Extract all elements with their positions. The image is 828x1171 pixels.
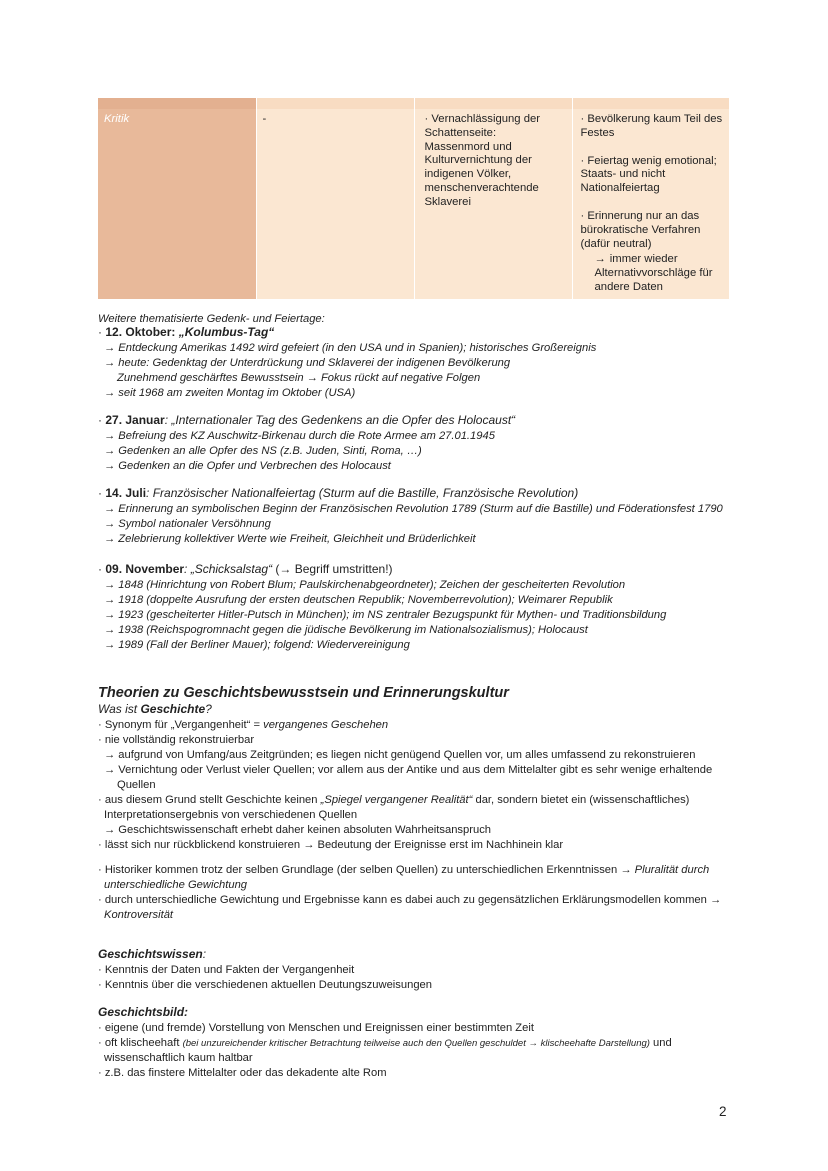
section-heading-theorien: Theorien zu Geschichtsbewusstsein und Erinnerungskultur: [98, 685, 509, 701]
heading-colon: :: [202, 947, 207, 961]
detail-line: → 1938 (Reichspogromnacht gegen die jüdische Bevölkerung im Nationalsozialismus); Holocaust: [104, 623, 588, 636]
detail-line: → 1989 (Fall der Berliner Mauer); folgend: Wiedervereinigung: [104, 638, 410, 651]
bullet: ·: [98, 325, 102, 339]
section-november: [98, 562, 666, 653]
detail-line: → Entdeckung Amerikas 1492 wird gefeiert (in den USA und in Spanien); historisches Großereignis: [104, 341, 597, 354]
text-line: · nie vollständig rekonstruierbar: [98, 734, 255, 746]
date-label: 09. November: [105, 562, 185, 576]
text-italic: „Spiegel vergangener Realität“: [320, 794, 473, 806]
wissen-list: [98, 963, 432, 993]
day-title: : „Schicksalstag“: [184, 562, 273, 576]
table-cell-col2: · Vernachlässigung der Schattenseite: Massenmord und Kulturvernichtung der indigenen Völker, menschenverachtende Sklaverei: [414, 109, 572, 299]
col3-point: · Erinnerung nur an das bürokratische Verfahren (dafür neutral): [580, 209, 701, 250]
row-label: Kritik: [98, 109, 256, 299]
detail-line: → 1923 (gescheiterter Hitler-Putsch in München); im NS zentraler Bezugspunkt für Mythen- und Traditionsbildung: [104, 608, 667, 621]
text-line: Interpretationsergebnis von verschiedenen Quellen: [104, 809, 358, 821]
col3-subpoint-text: immer wieder Alternativvorschläge für andere Daten: [594, 253, 713, 293]
detail-line: → 1848 (Hinrichtung von Robert Blum; Paulskirchenabgeordneter); Zeichen der gescheiterten Revolution: [104, 578, 626, 591]
table-cell-col1: -: [256, 109, 414, 299]
list-item: · eigene (und fremde) Vorstellung von Menschen und Ereignissen einer bestimmten Zeit: [98, 1022, 534, 1034]
list-item-cont: wissenschaftlich kaum haltbar: [104, 1052, 253, 1064]
text-line: · lässt sich nur rückblickend konstruieren → Bedeutung der Ereignisse erst im Nachhinein klar: [98, 839, 564, 851]
detail-line: → Befreiung des KZ Auschwitz-Birkenau durch die Rote Armee am 27.01.1945: [104, 429, 495, 442]
question-suffix: ?: [205, 702, 212, 716]
day-title-note: (→ Begriff umstritten!): [272, 562, 393, 576]
detail-line: → Zelebrierung kollektiver Werte wie Freiheit, Gleichheit und Brüderlichkeit: [104, 532, 476, 545]
detail-line: → Gedenken an alle Opfer des NS (z.B. Juden, Sinti, Roma, …): [104, 444, 422, 457]
detail-line: → 1918 (doppelte Ausrufung der ersten deutschen Republik; Novemberrevolution); Weimarer Republik: [104, 593, 613, 606]
text-small: (bei unzureichender kritischer Betrachtung teilweise auch den Quellen geschuldet → klischeehafte Darstellung): [182, 1038, 650, 1049]
heading-text: Geschichtswissen: [98, 947, 203, 961]
col3-point: · Bevölkerung kaum Teil des Festes: [580, 113, 723, 139]
question-line: [98, 702, 212, 718]
theorien-body-2: [98, 863, 721, 923]
col3-point: · Feiertag wenig emotional; Staats- und nicht Nationalfeiertag: [580, 154, 717, 195]
section-juli: [98, 486, 723, 547]
text-part: · aus diesem Grund stellt Geschichte keinen: [98, 794, 321, 806]
text-line: Kontroversität: [104, 909, 174, 921]
kritik-table: [98, 98, 729, 299]
date-label: 12. Oktober:: [105, 325, 176, 339]
detail-line: → Erinnerung an symbolischen Beginn der Französischen Revolution 1789 (Sturm auf die Bastille) und Föderationsfest 1790: [104, 502, 723, 515]
text-part: und: [649, 1037, 672, 1049]
section-heading-bild: Geschichtsbild:: [98, 1005, 189, 1019]
table-row-kritik: [98, 109, 729, 299]
text-line: → Vernichtung oder Verlust vieler Quellen; vor allem aus der Antike und aus dem Mittelalter gibt es sehr wenige erhaltende: [104, 764, 713, 776]
day-title: : Französischer Nationalfeiertag (Sturm auf die Bastille, Französische Revolution): [146, 486, 579, 500]
arrow-icon: →: [594, 253, 606, 266]
text-line: unterschiedliche Gewichtung: [104, 879, 248, 891]
text-line: Quellen: [117, 779, 156, 791]
date-label: 14. Juli: [105, 486, 147, 500]
theorien-body: [98, 718, 712, 853]
list-item: · z.B. das finstere Mittelalter oder das dekadente alte Rom: [98, 1067, 387, 1079]
table-header-strip: [98, 98, 729, 109]
detail-line: Zunehmend geschärftes Bewusstsein → Fokus rückt auf negative Folgen: [117, 371, 481, 384]
date-label: 27. Januar: [105, 413, 165, 427]
text-part: · Historiker kommen trotz der selben Grundlage (der selben Quellen) zu unterschiedlichen Erkenntnissen →: [98, 864, 635, 876]
detail-line: → Symbol nationaler Versöhnung: [104, 517, 271, 530]
detail-line: → seit 1968 am zweiten Montag im Oktober (USA): [104, 386, 356, 399]
section-heading-wissen: [98, 947, 206, 963]
day-title: : „Internationaler Tag des Gedenkens an die Opfer des Holocaust“: [164, 413, 516, 427]
text-line: · durch unterschiedliche Gewichtung und Ergebnisse kann es dabei auch zu gegensätzlichen Erklärungsmodellen kommen →: [98, 894, 722, 906]
bullet: ·: [98, 486, 102, 500]
detail-line: → heute: Gedenktag der Unterdrückung und Sklaverei der indigenen Bevölkerung: [104, 356, 511, 369]
bullet: ·: [98, 413, 102, 427]
page-number: 2: [719, 1104, 727, 1119]
question-prefix: Was ist: [98, 702, 141, 716]
col3-subpoint: [581, 253, 724, 294]
text-line: → Geschichtswissenschaft erhebt daher keinen absoluten Wahrheitsanspruch: [104, 824, 492, 836]
text-italic: Pluralität durch: [634, 864, 710, 876]
question-word: Geschichte: [140, 702, 206, 716]
list-item: · Kenntnis über die verschiedenen aktuellen Deutungszuweisungen: [98, 979, 432, 991]
text-part: · oft klischeehaft: [98, 1037, 183, 1049]
section-januar: [98, 413, 515, 474]
text-part: dar, sondern bietet ein (wissenschaftliches): [472, 794, 690, 806]
text-italic: vergangenes Geschehen: [263, 719, 389, 731]
bullet: ·: [98, 562, 102, 576]
gedenk-intro: Weitere thematisierte Gedenk- und Feiertage:: [98, 313, 325, 325]
bild-list: [98, 1021, 672, 1081]
table-cell-col3: [572, 109, 729, 299]
detail-line: → Gedenken an die Opfer und Verbrechen des Holocaust: [104, 459, 391, 472]
list-item: · Kenntnis der Daten und Fakten der Vergangenheit: [98, 964, 355, 976]
day-title: „Kolumbus-Tag“: [178, 325, 275, 339]
section-oktober: [98, 325, 596, 401]
text-line: → aufgrund von Umfang/aus Zeitgründen; es liegen nicht genügend Quellen vor, um alles umfassend zu rekonstruieren: [104, 749, 696, 761]
text-part: · Synonym für „Vergangenheit“ =: [98, 719, 264, 731]
